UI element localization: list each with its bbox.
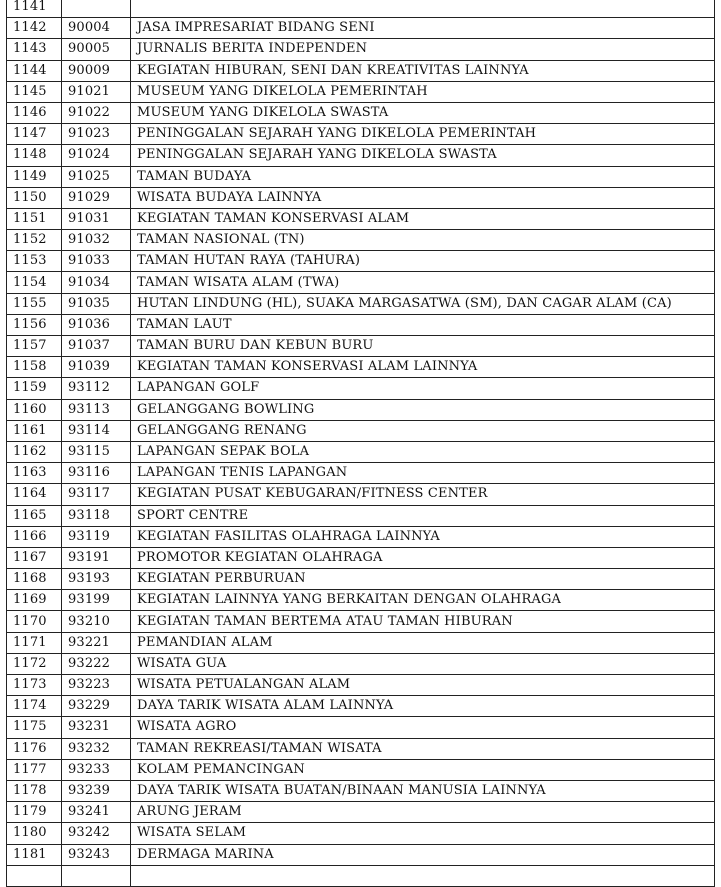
table-row <box>7 569 715 590</box>
activity-description-cell: WISATA PETUALANGAN ALAM <box>131 675 715 696</box>
activity-description-cell <box>131 0 715 18</box>
kbli-code-cell: 91037 <box>62 336 131 357</box>
row-number-cell: 1170 <box>7 611 62 632</box>
row-number-cell: 1167 <box>7 547 62 568</box>
activity-description-cell: WISATA GUA <box>131 653 715 674</box>
row-number-cell: 1165 <box>7 505 62 526</box>
table-row <box>7 18 715 39</box>
activity-description-cell: MUSEUM YANG DIKELOLA SWASTA <box>131 102 715 123</box>
row-number-cell: 1177 <box>7 759 62 780</box>
table-row <box>7 102 715 123</box>
kbli-code-cell: 93117 <box>62 484 131 505</box>
activity-description-cell: KOLAM PEMANCINGAN <box>131 759 715 780</box>
table-row <box>7 357 715 378</box>
row-number-cell: 1148 <box>7 145 62 166</box>
kbli-code-cell: 93112 <box>62 378 131 399</box>
activity-description-cell: TAMAN HUTAN RAYA (TAHURA) <box>131 251 715 272</box>
row-number-cell: 1155 <box>7 293 62 314</box>
kbli-code-cell: 91031 <box>62 208 131 229</box>
activity-description-cell: SPORT CENTRE <box>131 505 715 526</box>
activity-description-cell: TAMAN BUDAYA <box>131 166 715 187</box>
activity-description-cell: PEMANDIAN ALAM <box>131 632 715 653</box>
kbli-code-cell: 93191 <box>62 547 131 568</box>
activity-description-cell: KEGIATAN TAMAN KONSERVASI ALAM LAINNYA <box>131 357 715 378</box>
kbli-code-cell: 91036 <box>62 314 131 335</box>
activity-description-cell: DAYA TARIK WISATA BUATAN/BINAAN MANUSIA LAINNYA <box>131 780 715 801</box>
table-row <box>7 844 715 865</box>
table-row <box>7 166 715 187</box>
table-row <box>7 463 715 484</box>
row-number-cell: 1157 <box>7 336 62 357</box>
activity-description-cell: KEGIATAN TAMAN KONSERVASI ALAM <box>131 208 715 229</box>
table-row <box>7 547 715 568</box>
kbli-code-cell: 91033 <box>62 251 131 272</box>
row-number-cell: 1172 <box>7 653 62 674</box>
table-row <box>7 865 715 886</box>
activity-description-cell: TAMAN REKREASI/TAMAN WISATA <box>131 738 715 759</box>
table-row <box>7 802 715 823</box>
table-row <box>7 230 715 251</box>
kbli-table-body <box>7 0 715 886</box>
table-row <box>7 759 715 780</box>
kbli-code-cell: 91029 <box>62 187 131 208</box>
row-number-cell: 1161 <box>7 420 62 441</box>
kbli-code-cell: 93232 <box>62 738 131 759</box>
row-number-cell: 1147 <box>7 124 62 145</box>
row-number-cell: 1162 <box>7 441 62 462</box>
kbli-code-cell: 91023 <box>62 124 131 145</box>
kbli-code-cell: 93223 <box>62 675 131 696</box>
row-number-cell: 1181 <box>7 844 62 865</box>
row-number-cell: 1160 <box>7 399 62 420</box>
table-row <box>7 0 715 18</box>
kbli-code-cell: 93243 <box>62 844 131 865</box>
activity-description-cell: KEGIATAN PERBURUAN <box>131 569 715 590</box>
activity-description-cell: PROMOTOR KEGIATAN OLAHRAGA <box>131 547 715 568</box>
table-row <box>7 653 715 674</box>
kbli-code-cell: 90005 <box>62 39 131 60</box>
activity-description-cell: TAMAN NASIONAL (TN) <box>131 230 715 251</box>
row-number-cell: 1171 <box>7 632 62 653</box>
table-row <box>7 780 715 801</box>
table-row <box>7 611 715 632</box>
activity-description-cell: WISATA BUDAYA LAINNYA <box>131 187 715 208</box>
row-number-cell: 1152 <box>7 230 62 251</box>
table-row <box>7 272 715 293</box>
row-number-cell: 1159 <box>7 378 62 399</box>
row-number-cell: 1141 <box>7 0 62 18</box>
activity-description-cell: PENINGGALAN SEJARAH YANG DIKELOLA PEMERINTAH <box>131 124 715 145</box>
row-number-cell: 1145 <box>7 81 62 102</box>
row-number-cell: 1175 <box>7 717 62 738</box>
kbli-code-cell: 91025 <box>62 166 131 187</box>
table-row <box>7 738 715 759</box>
kbli-code-cell: 93113 <box>62 399 131 420</box>
kbli-table <box>6 0 715 887</box>
table-row <box>7 696 715 717</box>
kbli-code-cell: 93115 <box>62 441 131 462</box>
row-number-cell: 1163 <box>7 463 62 484</box>
activity-description-cell: KEGIATAN FASILITAS OLAHRAGA LAINNYA <box>131 526 715 547</box>
activity-description-cell: JURNALIS BERITA INDEPENDEN <box>131 39 715 60</box>
kbli-code-cell: 93231 <box>62 717 131 738</box>
row-number-cell: 1149 <box>7 166 62 187</box>
kbli-code-cell: 93114 <box>62 420 131 441</box>
kbli-code-cell: 93119 <box>62 526 131 547</box>
activity-description-cell: HUTAN LINDUNG (HL), SUAKA MARGASATWA (SM), DAN CAGAR ALAM (CA) <box>131 293 715 314</box>
activity-description-cell: KEGIATAN HIBURAN, SENI DAN KREATIVITAS LAINNYA <box>131 60 715 81</box>
kbli-code-cell: 91021 <box>62 81 131 102</box>
table-row <box>7 314 715 335</box>
row-number-cell: 1168 <box>7 569 62 590</box>
activity-description-cell: GELANGGANG BOWLING <box>131 399 715 420</box>
table-row <box>7 823 715 844</box>
row-number-cell: 1180 <box>7 823 62 844</box>
activity-description-cell: KEGIATAN PUSAT KEBUGARAN/FITNESS CENTER <box>131 484 715 505</box>
row-number-cell: 1144 <box>7 60 62 81</box>
kbli-code-cell: 91024 <box>62 145 131 166</box>
activity-description-cell: LAPANGAN SEPAK BOLA <box>131 441 715 462</box>
activity-description-cell: TAMAN WISATA ALAM (TWA) <box>131 272 715 293</box>
row-number-cell: 1154 <box>7 272 62 293</box>
kbli-code-cell <box>62 0 131 18</box>
table-row <box>7 145 715 166</box>
kbli-code-cell: 90009 <box>62 60 131 81</box>
kbli-code-cell: 93118 <box>62 505 131 526</box>
activity-description-cell: DERMAGA MARINA <box>131 844 715 865</box>
row-number-cell: 1156 <box>7 314 62 335</box>
row-number-cell: 1174 <box>7 696 62 717</box>
table-row <box>7 420 715 441</box>
table-row <box>7 399 715 420</box>
table-row <box>7 60 715 81</box>
activity-description-cell: KEGIATAN TAMAN BERTEMA ATAU TAMAN HIBURAN <box>131 611 715 632</box>
row-number-cell: 1176 <box>7 738 62 759</box>
kbli-code-cell: 91039 <box>62 357 131 378</box>
activity-description-cell <box>131 865 715 886</box>
row-number-cell: 1169 <box>7 590 62 611</box>
table-row <box>7 81 715 102</box>
activity-description-cell: ARUNG JERAM <box>131 802 715 823</box>
kbli-code-cell: 90004 <box>62 18 131 39</box>
table-row <box>7 293 715 314</box>
row-number-cell: 1179 <box>7 802 62 823</box>
table-row <box>7 484 715 505</box>
kbli-code-cell: 93222 <box>62 653 131 674</box>
row-number-cell: 1151 <box>7 208 62 229</box>
row-number-cell: 1150 <box>7 187 62 208</box>
row-number-cell: 1153 <box>7 251 62 272</box>
kbli-code-cell <box>62 865 131 886</box>
kbli-code-cell: 93233 <box>62 759 131 780</box>
kbli-code-cell: 93210 <box>62 611 131 632</box>
activity-description-cell: TAMAN BURU DAN KEBUN BURU <box>131 336 715 357</box>
table-row <box>7 336 715 357</box>
kbli-code-cell: 91022 <box>62 102 131 123</box>
table-row <box>7 39 715 60</box>
row-number-cell <box>7 865 62 886</box>
row-number-cell: 1178 <box>7 780 62 801</box>
table-row <box>7 251 715 272</box>
row-number-cell: 1146 <box>7 102 62 123</box>
row-number-cell: 1142 <box>7 18 62 39</box>
kbli-code-cell: 93242 <box>62 823 131 844</box>
table-row <box>7 441 715 462</box>
activity-description-cell: JASA IMPRESARIAT BIDANG SENI <box>131 18 715 39</box>
table-row <box>7 590 715 611</box>
row-number-cell: 1143 <box>7 39 62 60</box>
activity-description-cell: KEGIATAN LAINNYA YANG BERKAITAN DENGAN OLAHRAGA <box>131 590 715 611</box>
activity-description-cell: PENINGGALAN SEJARAH YANG DIKELOLA SWASTA <box>131 145 715 166</box>
kbli-code-cell: 91032 <box>62 230 131 251</box>
kbli-code-cell: 93241 <box>62 802 131 823</box>
table-row <box>7 187 715 208</box>
kbli-code-cell: 91034 <box>62 272 131 293</box>
row-number-cell: 1158 <box>7 357 62 378</box>
kbli-code-cell: 93116 <box>62 463 131 484</box>
row-number-cell: 1164 <box>7 484 62 505</box>
table-row <box>7 675 715 696</box>
kbli-code-cell: 93199 <box>62 590 131 611</box>
table-row <box>7 632 715 653</box>
table-row <box>7 526 715 547</box>
table-row <box>7 208 715 229</box>
activity-description-cell: GELANGGANG RENANG <box>131 420 715 441</box>
row-number-cell: 1173 <box>7 675 62 696</box>
kbli-code-cell: 93239 <box>62 780 131 801</box>
table-row <box>7 505 715 526</box>
table-row <box>7 124 715 145</box>
table-row <box>7 717 715 738</box>
activity-description-cell: TAMAN LAUT <box>131 314 715 335</box>
kbli-code-cell: 91035 <box>62 293 131 314</box>
row-number-cell: 1166 <box>7 526 62 547</box>
activity-description-cell: WISATA AGRO <box>131 717 715 738</box>
kbli-code-cell: 93229 <box>62 696 131 717</box>
activity-description-cell: DAYA TARIK WISATA ALAM LAINNYA <box>131 696 715 717</box>
kbli-code-cell: 93221 <box>62 632 131 653</box>
table-row <box>7 378 715 399</box>
kbli-code-cell: 93193 <box>62 569 131 590</box>
activity-description-cell: MUSEUM YANG DIKELOLA PEMERINTAH <box>131 81 715 102</box>
activity-description-cell: LAPANGAN TENIS LAPANGAN <box>131 463 715 484</box>
activity-description-cell: LAPANGAN GOLF <box>131 378 715 399</box>
activity-description-cell: WISATA SELAM <box>131 823 715 844</box>
